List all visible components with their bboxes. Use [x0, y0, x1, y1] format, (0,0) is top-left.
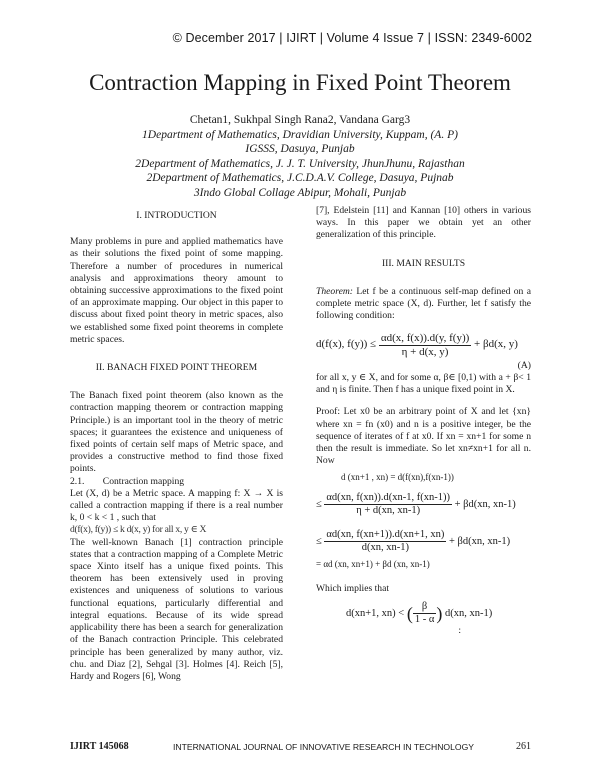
section-heading-main-results: III. MAIN RESULTS — [381, 257, 466, 269]
definition-inequality: d(f(x), f(y)) ≤ k d(x, y) for all x, y ∈ X — [70, 524, 207, 536]
equation-a — [316, 332, 531, 357]
banach-history-paragraph: The well-known Banach [1] contraction principle states that a contraction mapping of a Complete Metric space Xinto itself has a unique fixed points. This theorem has been extensively used in proving existences and uniqueness of solutions to various functional equations, particularly differential and integral equations. Because of its wide spread applicability there has been a search for generalization of the Banach contraction Principle. This celebrated principle has been generalized by many author, viz. chu. and Diaz [2], Sehgal [3]. Holmes [4]. Reich [5], Hardy and Rogers [6], Wong — [70, 536, 283, 682]
equation-a-rhs: + βd(x, y) — [474, 338, 518, 351]
theorem-text: Let f be a continuous self-map defined on a complete metric space (X, d). Further, let f satisfy the following condition: — [316, 285, 531, 322]
subsection-heading — [70, 476, 283, 488]
paper-title: Contraction Mapping in Fixed Point Theorem — [89, 70, 511, 95]
footer-paper-id: IJIRT 145068 — [70, 741, 129, 752]
author-names: Chetan1, Sukhpal Singh Rana2, Vandana Garg3 — [189, 114, 411, 126]
left-paren: ( — [406, 603, 413, 624]
equation-a-fraction — [379, 332, 471, 357]
proof-paragraph: Proof: Let x0 be an arbitrary point of X and let {xn} where xn = fn (x0) and n is a positive integer, be the sequence of iterates of f at x0. If xn = xn+1 for some n then the result is immediate. So let xn≠xn+1 for all n. Now — [316, 406, 531, 467]
author-block — [0, 113, 600, 201]
implies-text: Which implies that — [316, 582, 390, 594]
section-heading-introduction: I. INTRODUCTION — [136, 210, 217, 221]
right-column — [316, 205, 531, 635]
equation-3-rhs: + βd(xn, xn-1) — [448, 536, 511, 548]
right-paren: ) — [436, 603, 443, 624]
equation-a-lhs: d(f(x), f(y)) ≤ — [316, 338, 377, 351]
equation-5-denominator: 1 - α — [414, 614, 435, 626]
continuation-dots: : — [458, 625, 461, 637]
equation-1: d (xn+1 , xn) = d(f(xn),f(xn-1)) — [341, 472, 454, 483]
affiliation-1: 1Department of Mathematics, Dravidian University, Kuppam, (A. P) — [142, 128, 458, 141]
equation-2-numerator: αd(xn, f(xn)).d(xn-1, f(xn-1)) — [324, 492, 452, 505]
theorem-label: Theorem: — [316, 285, 353, 297]
equation-2-fraction — [324, 492, 452, 517]
equation-5-numerator: β — [413, 601, 437, 614]
theorem-statement — [316, 286, 531, 323]
affiliation-3: 2Department of Mathematics, J.C.D.A.V. College, Dasuya, Pujnab — [146, 172, 454, 185]
banach-paragraph: The Banach fixed point theorem (also known as the contraction mapping theorem or contraction mapping Principle.) is an important tool in the theory of metric spaces; it guarantees the existence and uniqueness of fixed points of certain self maps of Metric space, and provides a constructive method to find those fixed points. — [70, 390, 283, 475]
le-symbol: ≤ — [316, 536, 322, 548]
equation-a-tag: (A) — [517, 359, 531, 371]
intro-paragraph: Many problems in pure and applied mathematics have as their solutions the fixed point of some mapping. Therefore a number of procedures in numerical analysis and approximations theory amount to obtaining successive approximations to the fixed point of an approximate mapping. Our object in this paper to discuss about fixed point theory in metric spaces, also we established some fixed point theorems in complete metric spaces. — [70, 236, 283, 345]
footer-page-number: 261 — [516, 741, 531, 752]
equation-3 — [316, 529, 531, 554]
equation-a-numerator: αd(x, f(x)).d(y, f(y)) — [380, 332, 470, 345]
footer-journal-name: INTERNATIONAL JOURNAL OF INNOVATIVE RESEARCH IN TECHNOLOGY — [173, 742, 474, 752]
le-symbol: ≤ — [316, 498, 322, 510]
equation-3-denominator: d(xn, xn-1) — [361, 542, 409, 554]
equation-a-denominator: η + d(x, y) — [401, 345, 449, 358]
equation-3-numerator: αd(xn, f(xn+1)).d(xn+1, xn) — [324, 529, 446, 542]
equation-5 — [316, 601, 531, 626]
header-citation: © December 2017 | IJIRT | Volume 4 Issue 7 | ISSN: 2349-6002 — [172, 31, 532, 45]
condition-paragraph: for all x, y ∈ X, and for some α, β∈ [0,1) with a + β< 1 and η is finite. Then f has a unique fixed point in X. — [316, 372, 531, 396]
equation-3-fraction — [324, 529, 446, 554]
affiliation-1b: IGSSS, Dasuya, Punjab — [245, 143, 355, 156]
affiliation-2: 2Department of Mathematics, J. J. T. University, JhunJhunu, Rajasthan — [135, 157, 465, 170]
equation-5-rhs: d(xn, xn-1) — [444, 607, 493, 619]
definition-text: Let (X, d) be a Metric space. A mapping f: X → X is called a contraction mapping if there is a real number k, 0 < k < 1 , such that — [70, 487, 283, 524]
continuation-paragraph: [7], Edelstein [11] and Kannan [10] others in various ways. In this paper we obtain yet an other generalization of this principle. — [316, 205, 531, 241]
equation-2 — [316, 492, 531, 517]
equation-5-lhs: d(xn+1, xn) < — [346, 607, 405, 619]
subsection-number: 2.1. — [70, 475, 85, 487]
equation-5-fraction — [413, 601, 437, 626]
equation-2-rhs: + βd(xn, xn-1) — [454, 498, 516, 510]
subsection-title: Contraction mapping — [102, 475, 185, 487]
section-heading-banach: II. BANACH FIXED POINT THEOREM — [95, 362, 258, 374]
equation-4: = αd (xn, xn+1) + βd (xn, xn-1) — [316, 559, 430, 570]
left-column — [70, 210, 283, 683]
equation-2-denominator: η + d(xn, xn-1) — [356, 504, 421, 516]
affiliation-4: 3Indo Global Collage Abipur, Mohali, Punjab — [193, 186, 407, 199]
